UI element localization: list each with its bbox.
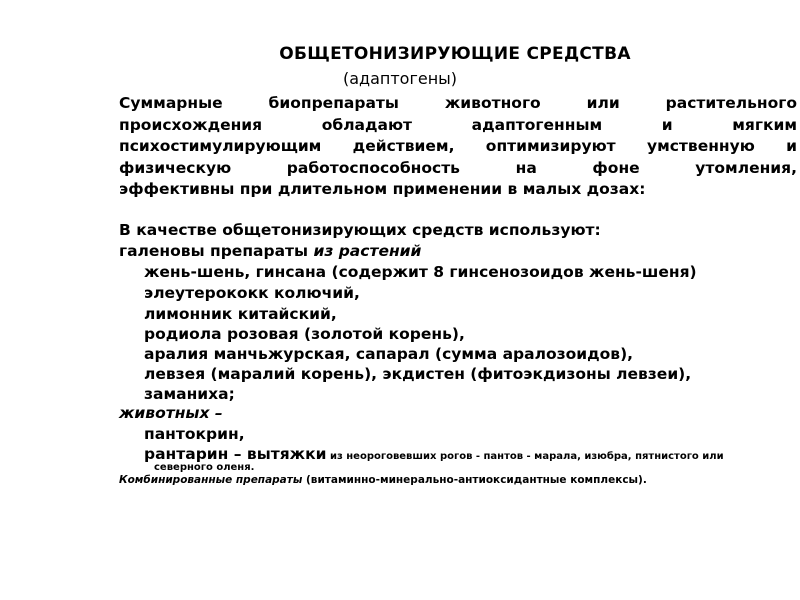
plant-item: жень-шень, гинсана (содержит 8 гинсенозоидов жень-шеня): [144, 263, 697, 281]
rantarin-detail: из неороговевших рогов - пантов - марала, изюбра, пятнистого или: [326, 451, 724, 462]
footnote-italic: Комбинированные препараты: [119, 474, 303, 486]
plant-item: левзея (маралий корень), экдистен (фитоэкдизоны левзеи),: [144, 365, 692, 383]
intro-line: психостимулирующим действием, оптимизируют умственную и: [119, 137, 797, 155]
intro-paragraph: [119, 93, 797, 201]
intro-line: эффективны при длительном применении в малых дозах:: [119, 180, 646, 198]
animal-heading: животных –: [119, 404, 223, 422]
galen-italic: из растений: [313, 242, 422, 260]
slide-subtitle: (адаптогены): [342, 69, 458, 88]
footnote: [119, 474, 647, 486]
slide-title: ОБЩЕТОНИЗИРУЮЩИЕ СРЕДСТВА: [279, 44, 631, 64]
animal-item-rantarin: [144, 445, 724, 463]
intro-line: происхождения обладают адаптогенным и мягким: [119, 115, 797, 134]
footnote-rest: (витаминно-минерально-антиоксидантные комплексы).: [302, 474, 647, 486]
galen-line: [119, 242, 421, 260]
plant-item: лимонник китайский,: [144, 305, 337, 323]
plant-item: заманиха;: [144, 385, 235, 403]
animal-item: пантокрин,: [144, 425, 245, 443]
plant-item: родиола розовая (золотой корень),: [144, 325, 465, 343]
plant-item: аралия манчьжурская, сапарал (сумма аралозоидов),: [144, 345, 634, 363]
galen-prefix: галеновы препараты: [119, 242, 314, 260]
rantarin-main: рантарин – вытяжки: [144, 445, 327, 463]
rantarin-detail-cont: северного оленя.: [154, 462, 255, 473]
usage-heading: В качестве общетонизирующих средств используют:: [119, 221, 601, 239]
intro-line: Суммарные биопрепараты животного или растительного: [119, 94, 797, 112]
plant-item: элеутерококк колючий,: [144, 284, 360, 302]
intro-line: физическую работоспособность на фоне утомления,: [119, 158, 797, 177]
